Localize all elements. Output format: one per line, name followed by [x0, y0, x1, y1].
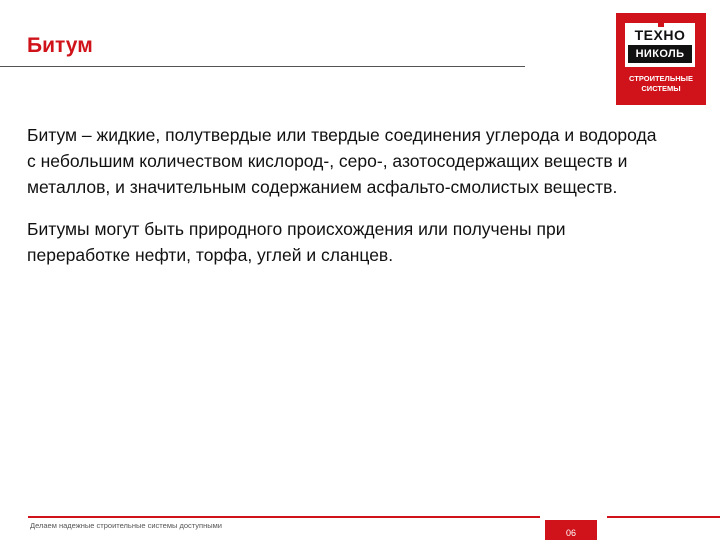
footer-divider-right — [607, 516, 720, 518]
logo-bottom-text: НИКОЛЬ — [628, 45, 692, 63]
logo-caption-line-2: СИСТЕМЫ — [641, 84, 681, 93]
logo-top-text: ТЕХНО — [634, 27, 686, 43]
logo-caption-line-1: СТРОИТЕЛЬНЫЕ — [629, 74, 693, 83]
technonicol-logo — [616, 13, 706, 105]
footer-slogan: Делаем надежные строительные системы доступными — [30, 521, 222, 530]
body-paragraph-definition: Битум – жидкие, полутвердые или твердые соединения углерода и водорода с небольшим количеством кислород-, серо-, азотосодержащих веществ и металлов, и значительным содержанием асфальто-смолистых веществ. — [27, 125, 657, 197]
page-number-badge: 06 — [545, 520, 597, 540]
footer-divider-left — [28, 516, 540, 518]
logo-wordmark — [625, 23, 695, 67]
slide-title: Битум — [27, 34, 93, 57]
logo-caption — [616, 74, 706, 94]
body-paragraph-origin: Битумы могут быть природного происхождения или получены при переработке нефти, торфа, углей и сланцев. — [27, 219, 566, 265]
title-divider — [0, 66, 525, 67]
slide-body — [27, 122, 667, 284]
